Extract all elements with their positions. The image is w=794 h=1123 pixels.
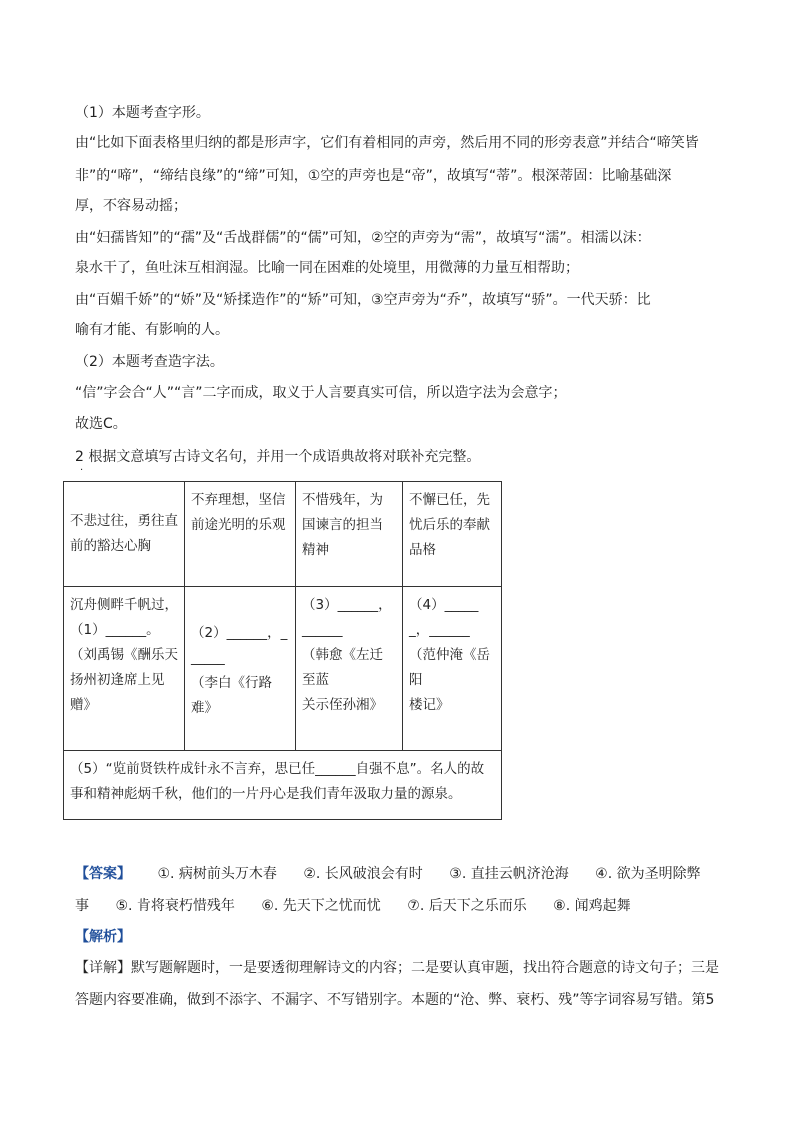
answer-item: ②. 长风破浪会有时 (303, 866, 423, 882)
answer-item: ⑥. 先天下之忧而忧 (261, 898, 381, 914)
answer-tag: 【答案】 (75, 866, 131, 882)
answer-item: ①. 病树前头万木春 (157, 866, 277, 882)
source-4: （范仲淹《岳阳 (409, 647, 490, 688)
solution-conclusion: 故选C。 (75, 416, 127, 432)
answer-line-2 (75, 896, 631, 916)
table-row (64, 587, 502, 751)
question-2-prompt: 2 根据文意填写古诗文名句，并用一个成语典故将对联补充完整。 (75, 449, 481, 465)
detail-text: 默写题解题时，一是要透彻理解诗文的内容；二是要认真审题，找出符合题意的诗文句子；三是 (131, 960, 719, 976)
detail-tag: 【详解】 (75, 960, 131, 976)
solution-text-line: 非”的“啼”，“缔结良缘”的“缔”可知，①空的声旁也是“帝”，故填写“蒂”。根深蒂固：比喻基础深 (75, 168, 672, 184)
table-cell: 不悲过往，勇往直前的豁达心胸 (64, 482, 185, 587)
solution-part2-heading: （2）本题考查造字法。 (75, 354, 224, 370)
analysis-tag: 【解析】 (75, 929, 131, 945)
table-cell (185, 587, 296, 751)
analysis-detail-line (75, 958, 719, 978)
source-2: （李白《行路难》 (191, 675, 272, 716)
solution-text-line: 厚，不容易动摇； (75, 198, 187, 214)
blank-2: （2）______，______ (191, 625, 288, 666)
analysis-heading (75, 927, 131, 947)
answer-line-1 (75, 864, 701, 884)
source-3-cont: 关示侄孙湘》 (302, 697, 383, 713)
answer-item: 事 (75, 898, 89, 914)
table-cell: 沉舟侧畔千帆过，（1）______。（刘禹锡《酬乐天扬州初逢席上见赠》 (64, 587, 185, 751)
blank-4: （4）______，______ (409, 597, 479, 638)
table-row (64, 751, 502, 820)
solution-text-line: 由“比如下面表格里归纳的都是形声字，它们有着相同的声旁，然后用不同的形旁表意”并结合“啼笑皆 (75, 135, 699, 151)
solution-part1-heading: （1）本题考查字形。 (75, 105, 210, 121)
solution-text-line: 泉水干了，鱼吐沫互相润湿。比喻一同在困难的处境里，用微薄的力量互相帮助； (75, 260, 579, 276)
blank-3: （3）______，______ (302, 597, 392, 638)
source-4-cont: 楼记》 (409, 697, 450, 713)
table-cell: 不弃理想，坚信前途光明的乐观 (185, 482, 296, 587)
source-3: （韩愈《左迁至蓝 (302, 647, 383, 688)
answer-item: ⑦. 后天下之乐而乐 (407, 898, 527, 914)
table-header-row (64, 482, 502, 587)
bullet-dot: · (80, 465, 84, 476)
table-cell (403, 587, 502, 751)
table-cell: 不惜残年，为国谏言的担当精神 (296, 482, 403, 587)
answer-item: ④. 欲为圣明除弊 (595, 866, 701, 882)
analysis-detail-line: 答题内容要准确，做到不添字、不漏字、不写错别字。本题的“沧、弊、衰朽、残”等字词容易写错。第5 (75, 992, 715, 1008)
table-cell: 不懈已任，先忧后乐的奉献品格 (403, 482, 502, 587)
solution-text-line: “信”字会合“人”“言”二字而成，取义于人言要真实可信，所以造字法为会意字； (75, 385, 567, 401)
table-cell-merged: （5）“览前贤铁杵成针永不言弃，思已任______自强不息”。名人的故事和精神彪炳千秋，他们的一片丹心是我们青年汲取力量的源泉。 (64, 751, 502, 820)
answer-item: ⑤. 肯将衰朽惜残年 (115, 898, 235, 914)
poem-table (63, 481, 502, 820)
solution-text-line: 由“妇孺皆知”的“孺”及“舌战群儒”的“儒”可知，②空的声旁为“需”，故填写“濡”。相濡以沫： (75, 230, 651, 246)
table-cell (296, 587, 403, 751)
answer-item: ③. 直挂云帆济沧海 (449, 866, 569, 882)
solution-text-line: 由“百媚千娇”的“娇”及“矫揉造作”的“矫”可知，③空声旁为“乔”，故填写“骄”。一代天骄：比 (75, 292, 651, 308)
solution-text-line: 喻有才能、有影响的人。 (75, 322, 229, 338)
answer-item: ⑧. 闻鸡起舞 (553, 898, 631, 914)
